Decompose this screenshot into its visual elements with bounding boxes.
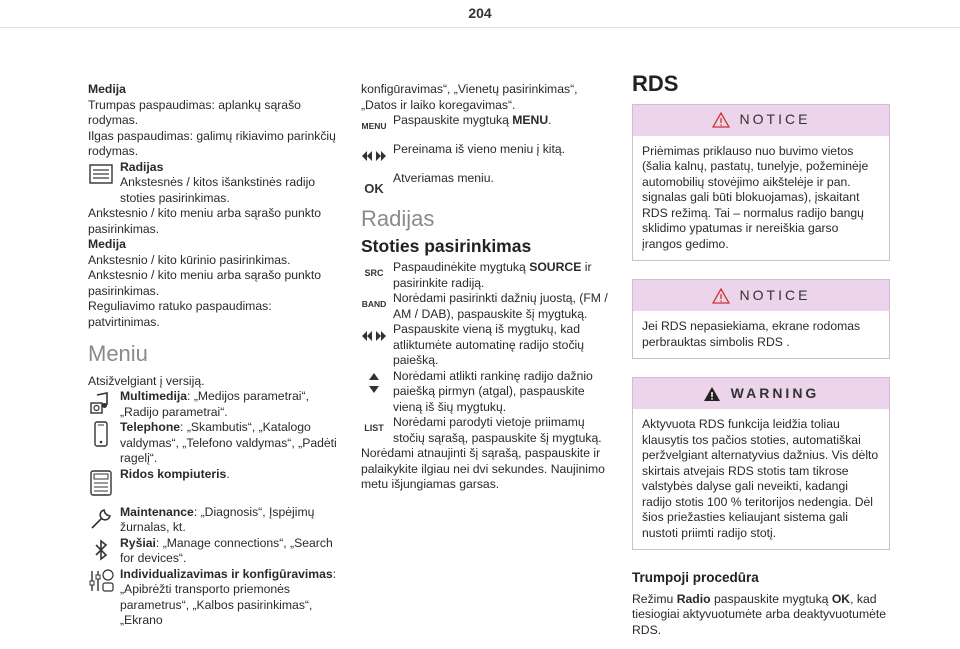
trumpoji-pre: Režimu — [632, 591, 677, 606]
long-press-text: Ilgas paspaudimas: galimų rikiavimo parinkčių rodymas. — [88, 128, 336, 158]
trumpoji-bold-ok: OK — [831, 591, 851, 606]
medija2-text-1: Ankstesnio / kito kūrinio pasirinkimas. — [88, 252, 291, 267]
band-text: Norėdami pasirinkti dažnių juostą, (FM / AM / DAB), paspauskite šį mygtuką. — [393, 291, 608, 321]
stoties-heading: Stoties pasirinkimas — [361, 235, 532, 256]
up-down-arrows-icon — [361, 371, 387, 395]
radijas-text-1: Ankstesnės / kitos išankstinės radijo stoties pasirinkimas. — [120, 175, 316, 205]
radio-list-icon — [88, 162, 114, 186]
bluetooth-icon — [88, 538, 114, 562]
multimedia-icon — [88, 391, 114, 415]
telephone-entry — [88, 420, 343, 467]
trumpoji-mid: paspauskite mygtuką — [710, 591, 832, 606]
seek-entry — [361, 322, 616, 369]
manual-entry — [361, 369, 616, 416]
menu-button-icon: MENU — [361, 121, 387, 132]
seek-arrows-icon — [361, 324, 387, 348]
meniu-heading: Meniu — [88, 341, 148, 366]
trumpoji-bold-radio: Radio — [676, 591, 711, 606]
left-right-arrows-icon — [361, 144, 387, 168]
multimedija-text: : „Medijos parametrai“, „Radijo parametrai“. — [120, 389, 309, 419]
trumpoji-text — [632, 592, 890, 639]
notice-2-text: Jei RDS nepasiekiama, ekrane rodomas perbrauktas simbolis RDS . — [642, 319, 861, 349]
version-text: Atsižvelgiant į versiją. — [88, 373, 205, 388]
trumpoji-heading: Trumpoji procedūra — [632, 570, 759, 585]
ridos-entry — [88, 467, 343, 501]
radijas-title: Radijas — [120, 159, 164, 174]
telephone-text: : „Skambutis“, „Katalogo valdymas“, „Telefono valdymas“, „Padėti ragelį“. — [120, 420, 337, 465]
warning-title: WARNING — [730, 384, 820, 401]
rysiai-label: Ryšiai — [120, 535, 156, 550]
rds-heading: RDS — [632, 71, 679, 96]
notice-box-2 — [632, 279, 890, 359]
individ-text: : „Apibrėžti transporto priemonės parametrus“, „Kalbos pasirinkimas“, „Ekrano — [120, 566, 337, 627]
ok-text: Atveriamas meniu. — [393, 171, 494, 185]
radijas-entry — [88, 160, 343, 207]
telephone-label: Telephone — [120, 420, 181, 434]
multimedija-entry — [88, 389, 343, 420]
knob-text: Reguliavimo ratuko paspaudimas: patvirtinimas. — [88, 299, 272, 329]
rysiai-entry — [88, 536, 343, 567]
maintenance-label: Maintenance — [120, 504, 194, 519]
list-entry — [361, 415, 616, 446]
medija2-title: Medija — [88, 237, 126, 251]
phone-icon — [88, 422, 114, 446]
menu-button-entry — [361, 113, 616, 135]
medija-title: Medija — [88, 82, 126, 96]
top-divider — [0, 27, 960, 28]
src-text-pre: Paspaudinėkite mygtuką — [393, 260, 530, 274]
individ-label: Individualizavimas ir konfigūravimas — [120, 566, 333, 581]
refresh-text: Norėdami atnaujinti šį sąrašą, paspauskite ir palaikykite ilgiau nei dvi sekundes. Naujinimo metu išjungiamas garsas. — [361, 446, 605, 491]
menu-text-bold: MENU — [512, 113, 549, 127]
maintenance-text: : „Diagnosis“, Įspėjimų žurnalas, kt. — [120, 504, 315, 534]
src-text-post: ir pasirinkite radiją. — [393, 260, 592, 290]
short-press-text: Trumpas paspaudimas: aplankų sąrašo rodymas. — [88, 97, 301, 127]
notice-triangle-icon — [712, 288, 730, 304]
radijas-heading: Radijas — [361, 206, 435, 231]
warning-box — [632, 377, 890, 550]
ok-entry — [361, 171, 616, 197]
source-button-icon: SRC — [364, 268, 384, 279]
notice-2-title: NOTICE — [739, 286, 811, 303]
arrows-text: Pereinama iš vieno meniu į kitą. — [393, 142, 566, 156]
notice-1-title: NOTICE — [739, 111, 811, 128]
list-button-icon: LIST — [364, 423, 384, 434]
trip-computer-icon — [88, 471, 114, 495]
column-2 — [361, 82, 616, 493]
rysiai-text: : „Manage connections“, „Search for devices“. — [120, 535, 333, 565]
source-entry — [361, 260, 616, 291]
band-button-icon: BAND — [361, 299, 387, 310]
settings-icon — [88, 569, 114, 593]
manual-text: Norėdami atlikti rankinę radijo dažnio paiešką pirmyn (atgal), paspauskite vieną iš šių mygtukų. — [393, 368, 593, 414]
warning-text: Aktyvuota RDS funkcija leidžia toliau klausytis tos pačios stoties, automatiškai peržvelgiant alternatyvius dažnius. Vis dėlto skirtais atvejais RDS stotis tam tikrose valstybės dalyse gali neveikti, kadangi radijo stotis 100 % teritorijos nedengia. Dėl šios priežasties keliaujant sistema gali nustoti priimti radijo stotį. — [642, 417, 879, 540]
notice-1-text: Priėmimas priklauso nuo buvimo vietos (šalia kalnų, pastatų, tunelyje, požeminėje automobilių stovėjimo aikštelėje ir pan. signalas gali būti blokuojamas), įskaitant RDS režimą. Tai – normalus radijo bangų sklidimo ypatumas ir nereiškia garso įrangos gedimo. — [642, 143, 869, 251]
notice-box-1 — [632, 104, 890, 262]
trumpoji-post: , kad tiesiogiai aktyvuotumėte arba deaktyvuotumėte RDS. — [632, 591, 887, 637]
arrows-entry — [361, 142, 616, 164]
individ-entry — [88, 567, 343, 629]
seek-text: Paspauskite vieną iš mygtukų, kad atliktumėte automatinę radijo stočių paiešką. — [393, 322, 585, 367]
maintenance-entry — [88, 505, 343, 536]
src-text-bold: SOURCE — [529, 260, 582, 274]
page-number: 204 — [468, 5, 492, 21]
continuation-text: konfigūravimas“, „Vienetų pasirinkimas“, „Datos ir laiko koregavimas“. — [361, 82, 578, 112]
column-3 — [632, 71, 890, 638]
ridos-label: Ridos kompiuteris — [120, 466, 227, 481]
band-entry — [361, 291, 616, 322]
medija2-text-2: Ankstesnio / kito meniu arba sąrašo punkto pasirinkimas. — [88, 268, 322, 298]
warning-triangle-icon — [703, 386, 721, 402]
radijas-text-2: Ankstesnio / kito meniu arba sąrašo punkto pasirinkimas. — [88, 206, 322, 236]
menu-text-post: . — [548, 113, 552, 127]
ok-button-icon: OK — [364, 181, 384, 197]
column-1 — [88, 82, 343, 629]
notice-triangle-icon — [712, 112, 730, 128]
list-text: Norėdami parodyti vietoje priimamų stočių sąrašą, paspauskite šį mygtuką. — [393, 415, 602, 445]
menu-text-pre: Paspauskite mygtuką — [393, 113, 513, 127]
multimedija-label: Multimedija — [120, 389, 188, 403]
wrench-icon — [88, 507, 114, 531]
ridos-text: . — [226, 466, 230, 481]
